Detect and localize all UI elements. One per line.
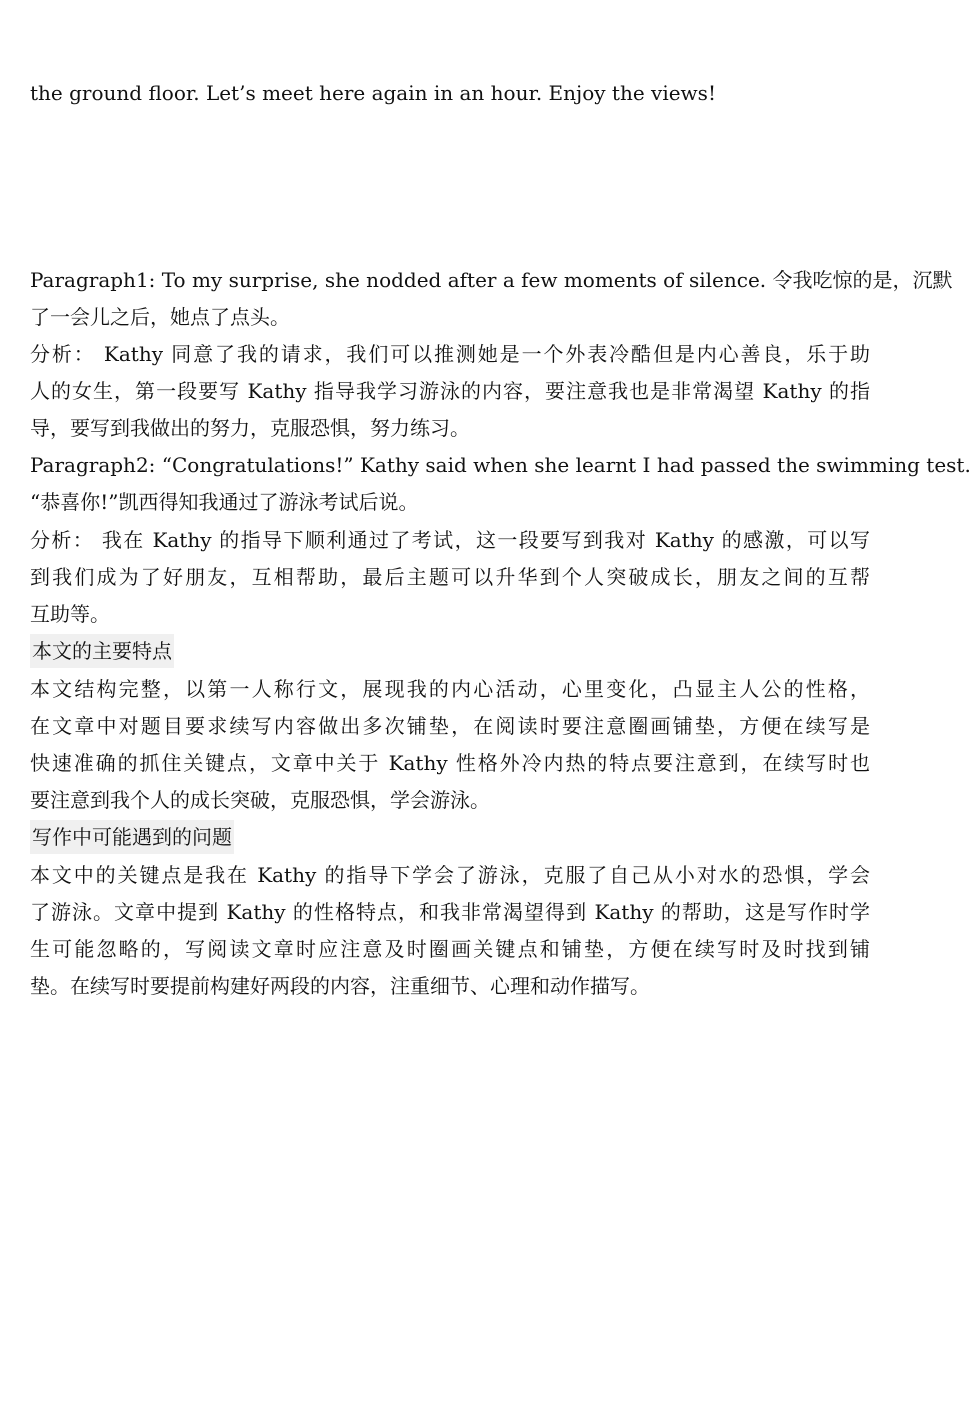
analysis2-line-2: 到我们成为了好朋友，互相帮助，最后主题可以升华到个人突破成长，朋友之间的互帮 [30,565,870,589]
analysis1-line-2: 人的女生，第一段要写 Kathy 指导我学习游泳的内容，要注意我也是非常渴望 Kathy 的指 [30,379,870,403]
analysis1-line-3: 导，要写到我做出的努力，克服恐惧，努力练习。 [30,416,470,440]
intro-text-line: the ground floor. Let’s meet here again in an hour. Enjoy the views! [30,81,716,105]
paragraph1-prompt-line: Paragraph1: To my surprise, she nodded after a few moments of silence. 令我吃惊的是，沉默 [30,268,953,292]
analysis2-line-3: 互助等。 [30,602,110,626]
analysis2-line-1: 分析： 我在 Kathy 的指导下顺利通过了考试，这一段要写到我对 Kathy 的感激，可以写 [30,528,870,552]
analysis1-line-1: 分析： Kathy 同意了我的请求，我们可以推测她是一个外表冷酷但是内心善良，乐于助 [30,342,870,366]
section-heading-possible-problems: 写作中可能遇到的问题 [30,820,234,854]
features-line-4: 要注意到我个人的成长突破，克服恐惧，学会游泳。 [30,788,490,812]
features-line-1: 本文结构完整，以第一人称行文，展现我的内心活动，心里变化，凸显主人公的性格， [30,677,870,701]
features-line-3: 快速准确的抓住关键点，文章中关于 Kathy 性格外冷内热的特点要注意到，在续写时也 [30,751,870,775]
paragraph2-prompt-line: Paragraph2: “Congratulations!” Kathy said when she learnt I had passed the swimming test. [30,453,971,477]
paragraph1-translation-line: 了一会儿之后，她点了点头。 [30,305,290,329]
problems-line-3: 生可能忽略的，写阅读文章时应注意及时圈画关键点和铺垫，方便在续写时及时找到铺 [30,937,870,961]
features-line-2: 在文章中对题目要求续写内容做出多次铺垫，在阅读时要注意圈画铺垫，方便在续写是 [30,714,870,738]
paragraph2-translation-line: “恭喜你!”凯西得知我通过了游泳考试后说。 [30,490,419,514]
problems-line-1: 本文中的关键点是我在 Kathy 的指导下学会了游泳，克服了自己从小对水的恐惧，学会 [30,863,870,887]
section-heading-main-features: 本文的主要特点 [30,634,174,668]
problems-line-2: 了游泳。文章中提到 Kathy 的性格特点，和我非常渴望得到 Kathy 的帮助，这是写作时学 [30,900,870,924]
problems-line-4: 垫。在续写时要提前构建好两段的内容，注重细节、心理和动作描写。 [30,974,650,998]
